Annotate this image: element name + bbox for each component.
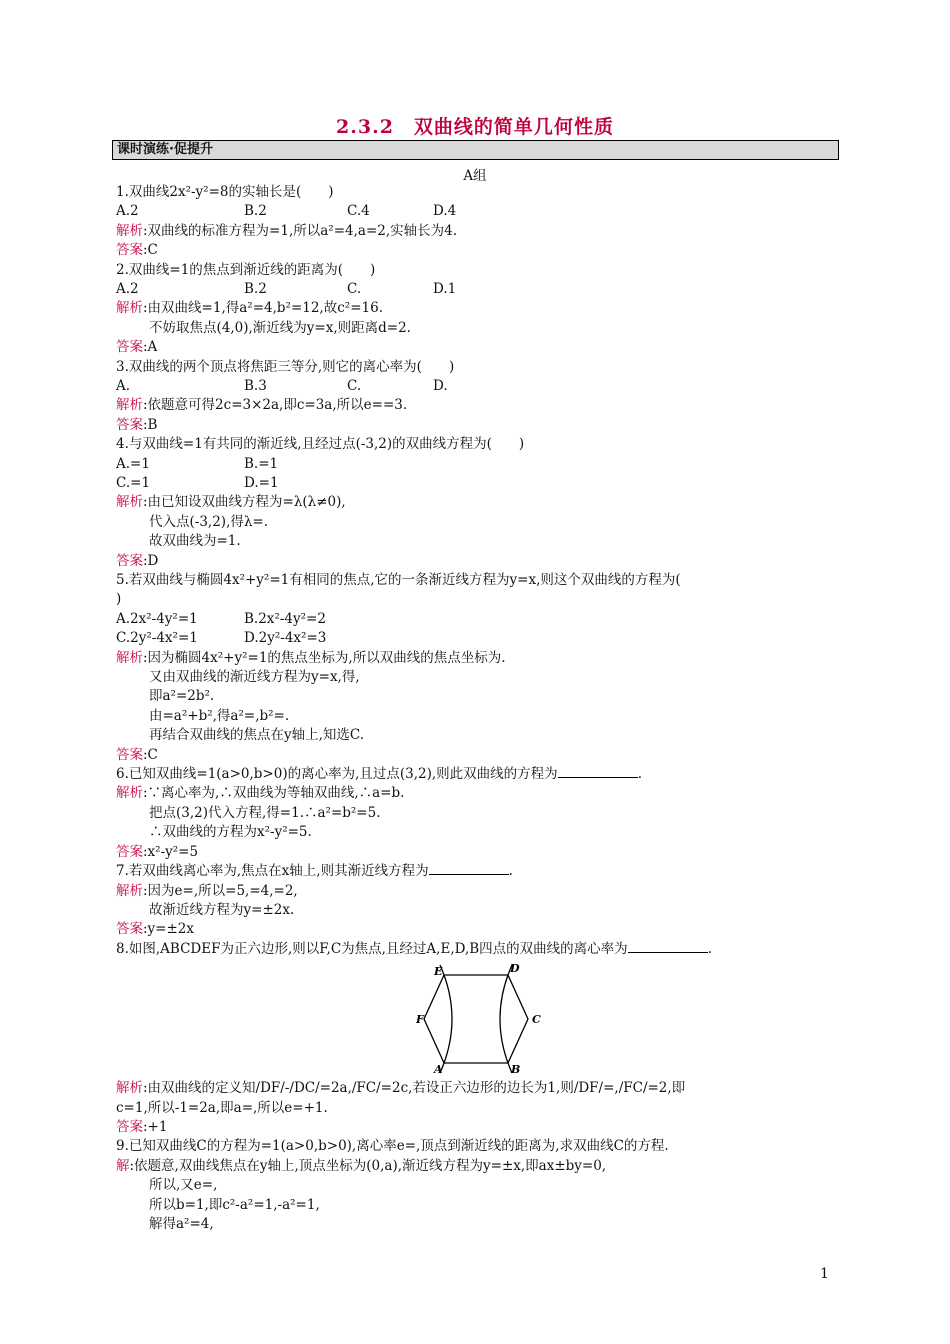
question-7-answer — [116, 920, 846, 939]
option-a: A.2 — [116, 281, 139, 298]
question-9-solution-cont: 所以,又e=, — [149, 1177, 218, 1194]
question-4-analysis-cont: 故双曲线为=1. — [149, 533, 241, 550]
option-b: B.2 — [244, 203, 267, 220]
answer-label: 答案 — [116, 746, 143, 763]
question-2-options — [116, 280, 846, 299]
solution-text: :依题意,双曲线焦点在y轴上,顶点坐标为(0,a),渐近线方程为y=±x,即ax±by=0, — [129, 1157, 607, 1174]
question-2-analysis-cont: 不妨取焦点(4,0),渐近线为y=x,则距离d=2. — [149, 319, 411, 336]
answer-text: :y=±2x — [143, 921, 195, 938]
analysis-text: :因为椭圆4x²+y²=1的焦点坐标为,所以双曲线的焦点坐标为. — [143, 649, 506, 666]
option-b: B.2 — [244, 281, 267, 298]
analysis-label: 解析 — [116, 882, 143, 899]
hexagon-outline — [424, 975, 528, 1063]
stem-text: 8.如图,ABCDEF为正六边形,则以F,C为焦点,且经过A,E,D,B四点的双曲线的离心率为 — [116, 940, 628, 957]
question-4-answer — [116, 552, 846, 571]
option-d: D. — [433, 378, 448, 395]
question-1-analysis — [116, 222, 846, 241]
answer-text: :D — [143, 552, 159, 569]
solution-label: 解 — [116, 1157, 130, 1174]
question-7-analysis — [116, 882, 846, 901]
analysis-label: 解析 — [116, 649, 143, 666]
answer-label: 答案 — [116, 416, 143, 433]
question-3-analysis — [116, 396, 846, 415]
answer-blank — [558, 765, 638, 778]
section-header: 课时演练·促提升 — [112, 140, 839, 160]
question-1-stem: 1.双曲线2x²-y²=8的实轴长是( ) — [116, 184, 334, 200]
answer-text: :C — [143, 746, 158, 763]
question-5-analysis-cont: 即a²=2b². — [149, 688, 215, 705]
stem-end: . — [508, 863, 513, 880]
stem-end: . — [707, 940, 712, 957]
answer-blank — [429, 862, 509, 875]
question-3-stem: 3.双曲线的两个顶点将焦距三等分,则它的离心率为( ) — [116, 358, 455, 375]
question-4-analysis — [116, 493, 846, 512]
answer-label: 答案 — [116, 921, 143, 938]
vertex-label-b: B — [511, 1063, 521, 1077]
question-2-answer — [116, 338, 846, 357]
question-5-analysis-cont: 再结合双曲线的焦点在y轴上,知选C. — [149, 727, 365, 744]
question-2-analysis — [116, 299, 846, 318]
question-9-solution-cont: 所以b=1,即c²-a²=1,-a²=1, — [149, 1196, 320, 1213]
stem-text: 7.若双曲线离心率为,焦点在x轴上,则其渐近线方程为 — [116, 863, 429, 880]
answer-label: 答案 — [116, 552, 143, 569]
exercise-content — [116, 183, 846, 1234]
question-4-analysis-cont: 代入点(-3,2),得λ=. — [149, 513, 269, 530]
question-6-stem — [116, 765, 846, 784]
question-7-stem — [116, 862, 846, 881]
question-2-stem: 2.双曲线=1的焦点到渐近线的距离为( ) — [116, 261, 376, 278]
vertex-label-d: D — [510, 962, 520, 976]
answer-text: :A — [143, 339, 158, 356]
analysis-label: 解析 — [116, 300, 143, 317]
page-title: 2.3.2 双曲线的简单几何性质 — [336, 116, 614, 138]
answer-text: :C — [143, 242, 158, 259]
question-6-analysis — [116, 784, 846, 803]
option-c: C.2y²-4x²=1 — [116, 630, 198, 647]
vertex-label-a: A — [434, 1063, 443, 1077]
analysis-label: 解析 — [116, 1080, 143, 1097]
question-1-answer — [116, 241, 846, 260]
question-5-analysis-cont: 由=a²+b²,得a²=,b²=. — [149, 707, 290, 724]
option-a: A.2 — [116, 203, 139, 220]
question-6-analysis-cont: 把点(3,2)代入方程,得=1.∴a²=b²=5. — [149, 804, 381, 821]
question-5-analysis — [116, 649, 846, 668]
answer-text: :+1 — [143, 1118, 168, 1135]
question-4-options-row1 — [116, 455, 846, 474]
answer-label: 答案 — [116, 339, 143, 356]
option-d: D.=1 — [244, 475, 279, 492]
analysis-text: :∵离心率为,∴双曲线为等轴双曲线,∴a=b. — [143, 785, 405, 802]
question-7-analysis-cont: 故渐近线方程为y=±2x. — [149, 901, 295, 918]
question-3-options — [116, 377, 846, 396]
question-8-analysis — [116, 1079, 846, 1098]
question-9-solution-cont: 解得a²=4, — [149, 1215, 214, 1232]
group-label: A组 — [463, 168, 487, 184]
analysis-text: :由已知设双曲线方程为=λ(λ≠0), — [143, 494, 346, 511]
question-5-answer — [116, 746, 846, 765]
option-c: C. — [347, 378, 362, 395]
answer-label: 答案 — [116, 242, 143, 259]
stem-end: . — [637, 766, 642, 783]
question-8-analysis-cont: c=1,所以-1=2a,即a=,所以e=+1. — [116, 1099, 328, 1116]
question-8-stem — [116, 940, 846, 959]
option-a: A.2x²-4y²=1 — [116, 610, 198, 627]
option-a: A. — [116, 378, 131, 395]
option-c: C.=1 — [116, 475, 151, 492]
question-9-stem: 9.已知双曲线C的方程为=1(a>0,b>0),离心率e=,顶点到渐近线的距离为,求双曲线C的方程. — [116, 1138, 669, 1155]
question-5-options-row2 — [116, 629, 846, 648]
page-number: 1 — [820, 1266, 829, 1282]
option-c: C.4 — [347, 203, 370, 220]
analysis-text: :双曲线的标准方程为=1,所以a²=4,a=2,实轴长为4. — [143, 222, 458, 239]
hexagon-hyperbola-figure — [416, 961, 546, 1077]
question-6-analysis-cont: ∴双曲线的方程为x²-y²=5. — [149, 824, 312, 841]
analysis-text: :由双曲线的定义知/DF/-/DC/=2a,/FC/=2c,若设正六边形的边长为1,则/DF/=,/FC/=2,即 — [143, 1080, 686, 1097]
question-5-stem-end: ) — [116, 591, 122, 608]
question-5-options-row1 — [116, 610, 846, 629]
option-d: D.2y²-4x²=3 — [244, 630, 327, 647]
option-c: C. — [347, 281, 362, 298]
question-5-analysis-cont: 又由双曲线的渐近线方程为y=x,得, — [149, 669, 360, 686]
answer-label: 答案 — [116, 1118, 143, 1135]
analysis-label: 解析 — [116, 785, 143, 802]
question-4-stem: 4.与双曲线=1有共同的渐近线,且经过点(-3,2)的双曲线方程为( ) — [116, 436, 525, 453]
question-8-answer — [116, 1118, 846, 1137]
answer-text: :x²-y²=5 — [143, 843, 199, 860]
answer-blank — [628, 940, 708, 953]
analysis-text: :因为e=,所以=5,=4,=2, — [143, 882, 298, 899]
question-4-options-row2 — [116, 474, 846, 493]
option-d: D.4 — [433, 203, 457, 220]
question-1-options — [116, 202, 846, 221]
question-9-solution — [116, 1157, 846, 1176]
hexagon-figure-wrap — [116, 959, 846, 1079]
question-5-stem: 5.若双曲线与椭圆4x²+y²=1有相同的焦点,它的一条渐近线方程为y=x,则这个双曲线的方程为( — [116, 572, 681, 589]
option-a: A.=1 — [116, 455, 150, 472]
option-b: B.3 — [244, 378, 267, 395]
vertex-label-e: E — [434, 965, 443, 979]
vertex-label-f: F — [416, 1013, 424, 1027]
analysis-label: 解析 — [116, 397, 143, 414]
analysis-label: 解析 — [116, 494, 143, 511]
analysis-label: 解析 — [116, 222, 143, 239]
vertex-label-c: C — [532, 1013, 541, 1027]
analysis-text: :依题意可得2c=3×2a,即c=3a,所以e==3. — [143, 397, 408, 414]
analysis-text: :由双曲线=1,得a²=4,b²=12,故c²=16. — [143, 300, 383, 317]
stem-text: 6.已知双曲线=1(a>0,b>0)的离心率为,且过点(3,2),则此双曲线的方程为 — [116, 766, 558, 783]
option-d: D.1 — [433, 281, 457, 298]
answer-label: 答案 — [116, 843, 143, 860]
answer-text: :B — [143, 416, 158, 433]
question-3-answer — [116, 416, 846, 435]
option-b: B.2x²-4y²=2 — [244, 610, 326, 627]
question-6-answer — [116, 843, 846, 862]
option-b: B.=1 — [244, 455, 279, 472]
